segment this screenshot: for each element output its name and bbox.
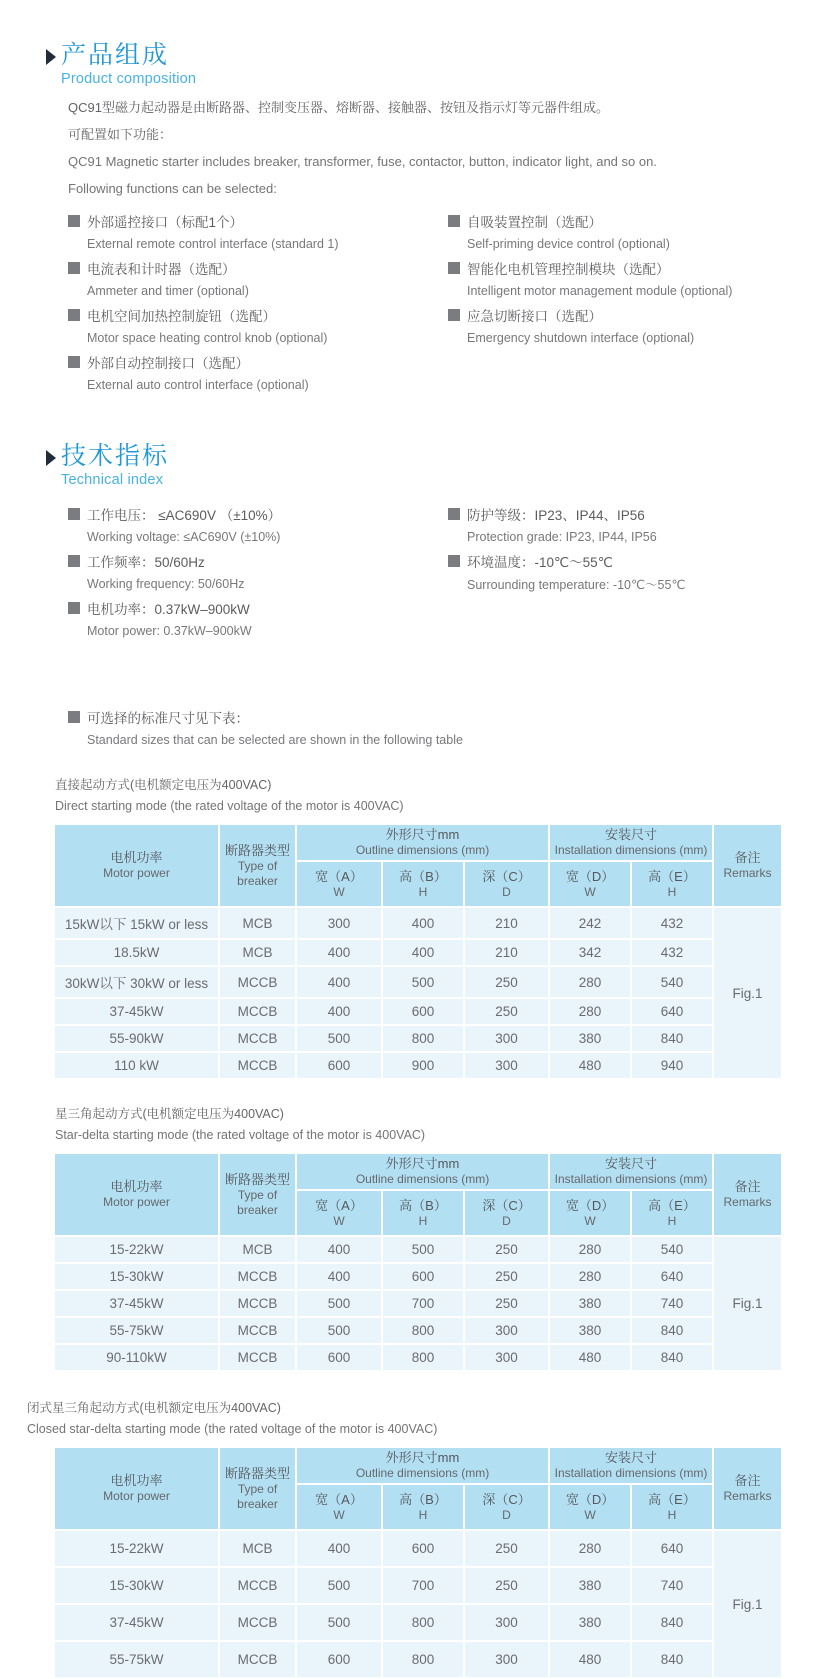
- cell-breaker-type: MCCB: [220, 1605, 295, 1640]
- spec-label-en: Working voltage: ≤AC690V (±10%): [87, 530, 281, 544]
- cell-dimension-value: 432: [632, 940, 712, 965]
- spec-item: [68, 502, 448, 548]
- header-breaker-type: 断路器类型 Type of breaker: [220, 1154, 295, 1235]
- section-title-en: Product composition: [61, 71, 197, 87]
- cell-remark: Fig.1: [714, 1237, 781, 1370]
- feature-item: [448, 209, 830, 255]
- caption-en: Star-delta starting mode (the rated voltage of the motor is 400VAC): [55, 1128, 426, 1142]
- header-dimension-col: 高（E） H: [632, 862, 712, 906]
- feature-label-en: Emergency shutdown interface (optional): [467, 331, 695, 345]
- spec-label-zh: 工作电压： ≤AC690V （±10%）: [87, 508, 282, 523]
- header-dimension-col: 高（B） H: [383, 1191, 463, 1235]
- cell-dimension-value: 342: [550, 940, 630, 965]
- cell-dimension-value: 700: [383, 1291, 463, 1316]
- cell-dimension-value: 400: [383, 940, 463, 965]
- header-dimension-col: 宽（A） W: [297, 1191, 381, 1235]
- table-row: [55, 1531, 781, 1566]
- bullet-square-icon: [68, 215, 80, 227]
- header-installation-dimensions: 安装尺寸 Installation dimensions (mm): [550, 825, 712, 860]
- feature-label-zh: 电机空间加热控制旋钮（选配）: [87, 309, 276, 324]
- header-remarks: 备注 Remarks: [714, 825, 781, 906]
- feature-label-zh: 智能化电机管理控制模块（选配）: [467, 262, 670, 277]
- cell-dimension-value: 300: [465, 1605, 548, 1640]
- cell-dimension-value: 840: [632, 1605, 712, 1640]
- spec-label-en: Motor power: 0.37kW–900kW: [87, 624, 252, 638]
- bullet-square-icon: [68, 309, 80, 321]
- header-dimension-col: 宽（A） W: [297, 862, 381, 906]
- bullet-square-icon: [448, 508, 460, 520]
- header-installation-dimensions: 安装尺寸 Installation dimensions (mm): [550, 1154, 712, 1189]
- cell-breaker-type: MCCB: [220, 999, 295, 1024]
- header-dimension-col: 深（C） D: [465, 1485, 548, 1529]
- cell-dimension-value: 400: [297, 1264, 381, 1289]
- cell-motor-power: 37-45kW: [55, 1291, 218, 1316]
- spec-label-zh: 电机功率：0.37kW–900kW: [87, 602, 250, 617]
- size-table-grid: [53, 823, 783, 1080]
- closed-star-delta-size-table: [53, 1446, 830, 1679]
- header-remarks: 备注 Remarks: [714, 1154, 781, 1235]
- cell-dimension-value: 600: [297, 1642, 381, 1677]
- feature-item: [68, 209, 448, 255]
- header-dimension-col: 宽（D） W: [550, 1191, 630, 1235]
- cell-dimension-value: 600: [383, 999, 463, 1024]
- section-header: [46, 441, 830, 488]
- cell-dimension-value: 840: [632, 1318, 712, 1343]
- cell-motor-power: 15-30kW: [55, 1568, 218, 1603]
- caption-zh: 星三角起动方式(电机额定电压为400VAC): [55, 1107, 284, 1121]
- table-row: [55, 1568, 781, 1603]
- cell-dimension-value: 740: [632, 1291, 712, 1316]
- feature-label-en: Intelligent motor management module (optional): [467, 284, 733, 298]
- cell-dimension-value: 250: [465, 967, 548, 997]
- cell-dimension-value: 500: [383, 967, 463, 997]
- table-row: [55, 1291, 781, 1316]
- spec-column-left: [68, 502, 448, 643]
- spec-label-en: Working frequency: 50/60Hz: [87, 577, 245, 591]
- header-motor-power: 电机功率 Motor power: [55, 1448, 218, 1529]
- cell-dimension-value: 800: [383, 1345, 463, 1370]
- cell-dimension-value: 840: [632, 1026, 712, 1051]
- cell-motor-power: 90-110kW: [55, 1345, 218, 1370]
- cell-dimension-value: 800: [383, 1605, 463, 1640]
- spec-label-en: Protection grade: IP23, IP44, IP56: [467, 530, 657, 544]
- feature-label-en: External auto control interface (optional): [87, 378, 309, 392]
- feature-label-en: Self-priming device control (optional): [467, 237, 670, 251]
- cell-motor-power: 15-22kW: [55, 1237, 218, 1262]
- spec-label-zh: 防护等级：IP23、IP44、IP56: [467, 508, 645, 523]
- cell-dimension-value: 250: [465, 1568, 548, 1603]
- cell-dimension-value: 380: [550, 1026, 630, 1051]
- cell-breaker-type: MCCB: [220, 1642, 295, 1677]
- cell-dimension-value: 380: [550, 1568, 630, 1603]
- cell-dimension-value: 280: [550, 1531, 630, 1566]
- header-dimension-col: 高（E） H: [632, 1485, 712, 1529]
- bullet-square-icon: [448, 215, 460, 227]
- star-delta-size-table: [53, 1152, 830, 1372]
- cell-dimension-value: 250: [465, 1264, 548, 1289]
- bullet-square-icon: [68, 356, 80, 368]
- feature-label-zh: 电流表和计时器（选配）: [87, 262, 236, 277]
- cell-dimension-value: 500: [383, 1237, 463, 1262]
- caption-zh: 闭式星三角起动方式(电机额定电压为400VAC): [27, 1401, 281, 1415]
- cell-dimension-value: 500: [297, 1318, 381, 1343]
- cell-dimension-value: 500: [297, 1605, 381, 1640]
- bullet-square-icon: [448, 309, 460, 321]
- table-row: [55, 940, 781, 965]
- cell-dimension-value: 380: [550, 1605, 630, 1640]
- header-dimension-col: 宽（A） W: [297, 1485, 381, 1529]
- feature-label-en: Ammeter and timer (optional): [87, 284, 249, 298]
- cell-motor-power: 37-45kW: [55, 999, 218, 1024]
- header-outline-dimensions: 外形尺寸mm Outline dimensions (mm): [297, 1154, 548, 1189]
- feature-item: [68, 350, 448, 396]
- feature-label-en: Motor space heating control knob (optional): [87, 331, 328, 345]
- bullet-square-icon: [68, 555, 80, 567]
- header-motor-power: 电机功率 Motor power: [55, 1154, 218, 1235]
- header-outline-dimensions: 外形尺寸mm Outline dimensions (mm): [297, 825, 548, 860]
- cell-dimension-value: 500: [297, 1568, 381, 1603]
- header-dimension-col: 高（B） H: [383, 862, 463, 906]
- cell-motor-power: 37-45kW: [55, 1605, 218, 1640]
- bullet-square-icon: [68, 602, 80, 614]
- cell-dimension-value: 300: [465, 1053, 548, 1078]
- header-dimension-col: 宽（D） W: [550, 1485, 630, 1529]
- feature-label-zh: 自吸装置控制（选配）: [467, 215, 602, 230]
- intro-line: QC91型磁力起动器是由断路器、控制变压器、熔断器、接触器、按钮及指示灯等元器件组成。: [68, 100, 609, 115]
- cell-dimension-value: 600: [297, 1345, 381, 1370]
- cell-dimension-value: 250: [465, 1531, 548, 1566]
- cell-motor-power: 15-22kW: [55, 1531, 218, 1566]
- cell-motor-power: 15-30kW: [55, 1264, 218, 1289]
- cell-dimension-value: 840: [632, 1642, 712, 1677]
- cell-breaker-type: MCCB: [220, 967, 295, 997]
- cell-dimension-value: 300: [465, 1345, 548, 1370]
- table-row: [55, 1345, 781, 1370]
- cell-dimension-value: 280: [550, 999, 630, 1024]
- cell-dimension-value: 600: [297, 1053, 381, 1078]
- cell-dimension-value: 400: [297, 940, 381, 965]
- table-row: [55, 1237, 781, 1262]
- cell-breaker-type: MCCB: [220, 1264, 295, 1289]
- spec-label-zh: 工作频率：50/60Hz: [87, 555, 205, 570]
- cell-dimension-value: 700: [383, 1568, 463, 1603]
- cell-dimension-value: 250: [465, 1237, 548, 1262]
- cell-breaker-type: MCB: [220, 908, 295, 938]
- table-caption-star-delta: [55, 1104, 830, 1146]
- feature-item: [68, 303, 448, 349]
- spec-item: [448, 549, 830, 595]
- cell-remark: Fig.1: [714, 908, 781, 1078]
- cell-dimension-value: 280: [550, 967, 630, 997]
- cell-dimension-value: 400: [297, 1531, 381, 1566]
- cell-dimension-value: 540: [632, 1237, 712, 1262]
- feature-label-zh: 应急切断接口（选配）: [467, 309, 602, 324]
- cell-dimension-value: 800: [383, 1026, 463, 1051]
- header-outline-dimensions: 外形尺寸mm Outline dimensions (mm): [297, 1448, 548, 1483]
- triangle-marker-icon: [46, 450, 56, 466]
- cell-dimension-value: 400: [297, 999, 381, 1024]
- table-row: [55, 967, 781, 997]
- cell-dimension-value: 242: [550, 908, 630, 938]
- cell-dimension-value: 300: [297, 908, 381, 938]
- cell-remark: Fig.1: [714, 1531, 781, 1677]
- section-title-en: Technical index: [61, 472, 164, 488]
- note-text-zh: 可选择的标准尺寸见下表：: [87, 711, 249, 726]
- cell-dimension-value: 380: [550, 1318, 630, 1343]
- cell-dimension-value: 540: [632, 967, 712, 997]
- feature-item: [68, 256, 448, 302]
- section-title-zh: 技术指标: [61, 442, 170, 470]
- header-breaker-type: 断路器类型 Type of breaker: [220, 1448, 295, 1529]
- intro-line: 可配置如下功能：: [68, 127, 173, 142]
- cell-dimension-value: 800: [383, 1642, 463, 1677]
- cell-breaker-type: MCCB: [220, 1053, 295, 1078]
- feature-label-en: External remote control interface (standard 1): [87, 237, 339, 251]
- cell-dimension-value: 600: [383, 1531, 463, 1566]
- cell-breaker-type: MCCB: [220, 1291, 295, 1316]
- feature-item: [448, 303, 830, 349]
- spec-item: [448, 502, 830, 548]
- table-caption-closed-star-delta: [27, 1398, 830, 1440]
- standard-sizes-note: [68, 705, 830, 751]
- cell-breaker-type: MCCB: [220, 1568, 295, 1603]
- cell-dimension-value: 380: [550, 1291, 630, 1316]
- table-row: [55, 1318, 781, 1343]
- cell-dimension-value: 600: [383, 1264, 463, 1289]
- feature-column-right: [448, 209, 830, 397]
- spec-list: [68, 502, 830, 643]
- header-installation-dimensions: 安装尺寸 Installation dimensions (mm): [550, 1448, 712, 1483]
- section-technical-index: [0, 441, 830, 751]
- caption-en: Direct starting mode (the rated voltage of the motor is 400VAC): [55, 799, 404, 813]
- size-table-grid: [53, 1152, 783, 1372]
- cell-dimension-value: 210: [465, 940, 548, 965]
- cell-dimension-value: 500: [297, 1026, 381, 1051]
- cell-dimension-value: 400: [297, 1237, 381, 1262]
- cell-dimension-value: 480: [550, 1345, 630, 1370]
- cell-dimension-value: 300: [465, 1642, 548, 1677]
- cell-dimension-value: 250: [465, 1291, 548, 1316]
- table-row: [55, 999, 781, 1024]
- bullet-square-icon: [68, 508, 80, 520]
- spec-item: [68, 596, 448, 642]
- intro-paragraphs: [68, 101, 830, 196]
- cell-dimension-value: 800: [383, 1318, 463, 1343]
- header-dimension-col: 深（C） D: [465, 1191, 548, 1235]
- table-row: [55, 908, 781, 938]
- bullet-square-icon: [68, 262, 80, 274]
- section-header: [46, 40, 830, 87]
- cell-dimension-value: 480: [550, 1053, 630, 1078]
- section-product-composition: [0, 0, 830, 397]
- cell-dimension-value: 480: [550, 1642, 630, 1677]
- header-remarks: 备注 Remarks: [714, 1448, 781, 1529]
- cell-motor-power: 55-75kW: [55, 1318, 218, 1343]
- cell-dimension-value: 640: [632, 999, 712, 1024]
- bullet-square-icon: [448, 262, 460, 274]
- direct-start-size-table: [53, 823, 830, 1080]
- size-table-grid: [53, 1446, 783, 1679]
- cell-motor-power: 55-90kW: [55, 1026, 218, 1051]
- table-row: [55, 1264, 781, 1289]
- spec-label-zh: 环境温度：-10℃～55℃: [467, 555, 613, 570]
- cell-motor-power: 30kW以下 30kW or less: [55, 967, 218, 997]
- spec-column-right: [448, 502, 830, 643]
- feature-list: [68, 209, 830, 397]
- cell-dimension-value: 400: [297, 967, 381, 997]
- cell-dimension-value: 840: [632, 1345, 712, 1370]
- cell-breaker-type: MCCB: [220, 1345, 295, 1370]
- header-breaker-type: 断路器类型 Type of breaker: [220, 825, 295, 906]
- cell-breaker-type: MCCB: [220, 1318, 295, 1343]
- cell-breaker-type: MCB: [220, 940, 295, 965]
- cell-dimension-value: 500: [297, 1291, 381, 1316]
- table-caption-direct-start: [55, 775, 830, 817]
- header-dimension-col: 高（B） H: [383, 1485, 463, 1529]
- cell-breaker-type: MCB: [220, 1237, 295, 1262]
- header-dimension-col: 高（E） H: [632, 1191, 712, 1235]
- cell-dimension-value: 300: [465, 1318, 548, 1343]
- cell-dimension-value: 740: [632, 1568, 712, 1603]
- cell-motor-power: 15kW以下 15kW or less: [55, 908, 218, 938]
- feature-label-zh: 外部遥控接口（标配1个）: [87, 215, 244, 230]
- cell-motor-power: 55-75kW: [55, 1642, 218, 1677]
- bullet-square-icon: [68, 711, 80, 723]
- cell-breaker-type: MCCB: [220, 1026, 295, 1051]
- table-row: [55, 1053, 781, 1078]
- table-row: [55, 1026, 781, 1051]
- feature-item: [448, 256, 830, 302]
- cell-dimension-value: 280: [550, 1264, 630, 1289]
- cell-dimension-value: 250: [465, 999, 548, 1024]
- intro-line: Following functions can be selected:: [68, 181, 277, 196]
- feature-label-zh: 外部自动控制接口（选配）: [87, 356, 249, 371]
- section-title-zh: 产品组成: [61, 41, 170, 69]
- cell-dimension-value: 940: [632, 1053, 712, 1078]
- cell-dimension-value: 640: [632, 1264, 712, 1289]
- note-text-en: Standard sizes that can be selected are shown in the following table: [87, 733, 463, 747]
- cell-dimension-value: 640: [632, 1531, 712, 1566]
- cell-dimension-value: 280: [550, 1237, 630, 1262]
- header-motor-power: 电机功率 Motor power: [55, 825, 218, 906]
- cell-motor-power: 110 kW: [55, 1053, 218, 1078]
- intro-line: QC91 Magnetic starter includes breaker, transformer, fuse, contactor, button, indicator light, and so on.: [68, 154, 657, 169]
- spec-label-en: Surrounding temperature: -10℃～55℃: [467, 578, 686, 592]
- table-row: [55, 1642, 781, 1677]
- bullet-square-icon: [448, 555, 460, 567]
- header-dimension-col: 宽（D） W: [550, 862, 630, 906]
- cell-dimension-value: 900: [383, 1053, 463, 1078]
- cell-dimension-value: 300: [465, 1026, 548, 1051]
- header-dimension-col: 深（C） D: [465, 862, 548, 906]
- feature-column-left: [68, 209, 448, 397]
- spec-item: [68, 549, 448, 595]
- cell-breaker-type: MCB: [220, 1531, 295, 1566]
- cell-dimension-value: 432: [632, 908, 712, 938]
- cell-dimension-value: 400: [383, 908, 463, 938]
- caption-en: Closed star-delta starting mode (the rated voltage of the motor is 400VAC): [27, 1422, 438, 1436]
- triangle-marker-icon: [46, 49, 56, 65]
- cell-motor-power: 18.5kW: [55, 940, 218, 965]
- table-row: [55, 1605, 781, 1640]
- cell-dimension-value: 210: [465, 908, 548, 938]
- caption-zh: 直接起动方式(电机额定电压为400VAC): [55, 778, 272, 792]
